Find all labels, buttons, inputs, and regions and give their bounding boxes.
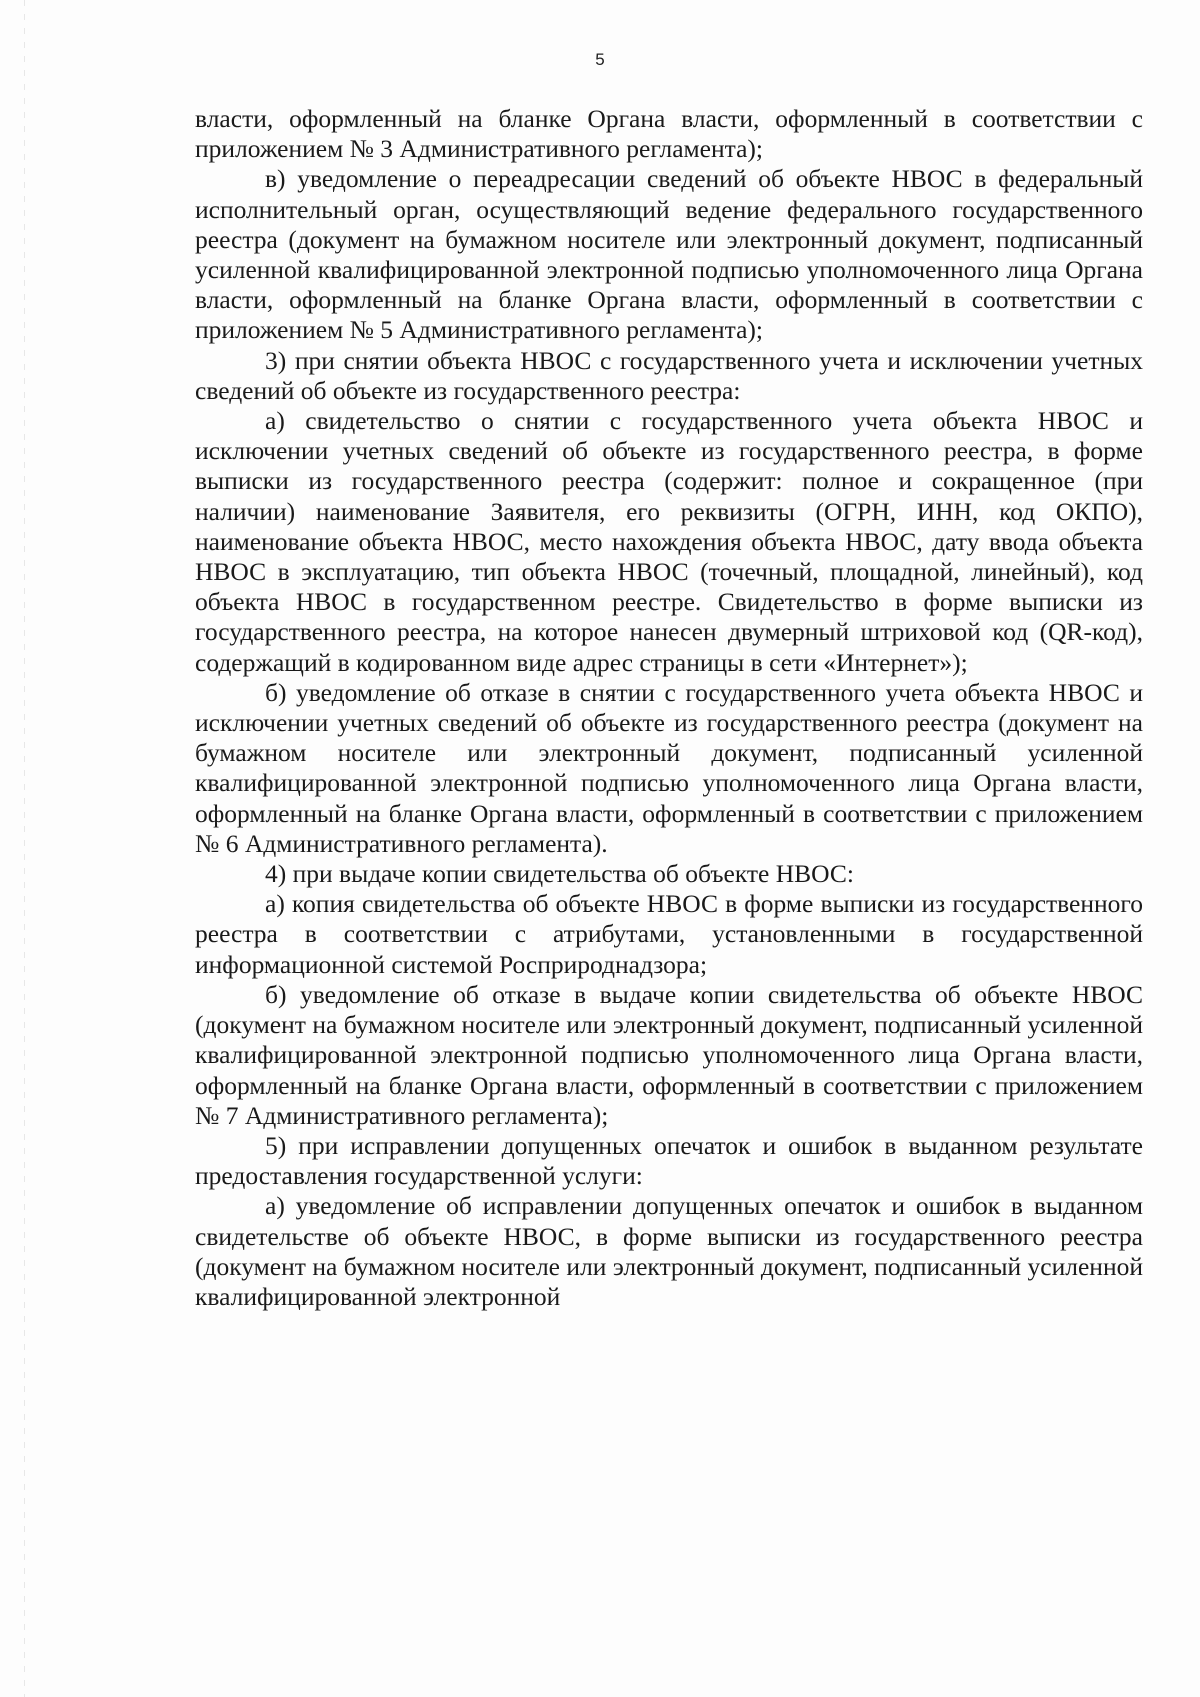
paragraph-item-4a: а) копия свидетельства об объекте НВОС в форме выписки из государственного реестра в соответствии с атрибутами, установленными в государственной информационной системой Росприроднадзора; — [195, 889, 1143, 979]
paragraph-continuation: власти, оформленный на бланке Органа власти, оформленный в соответствии с приложением № 3 Административного регламента); — [195, 104, 1143, 164]
paragraph-item-4b: б) уведомление об отказе в выдаче копии свидетельства об объекте НВОС (документ на бумажном носителе или электронный документ, подписанный усиленной квалифицированной электронной подписью уполномоченного лица Органа власти, оформленный на бланке Органа власти, оформленный в соответствии с приложением № 7 Административного регламента); — [195, 979, 1143, 1130]
paragraph-item-3a: а) свидетельство о снятии с государственного учета объекта НВОС и исключении учетных сведений об объекте из государственного реестра, в форме выписки из государственного реестра (содержит: полное и сокращенное (при наличии) наименование Заявителя, его реквизиты (ОГРН, ИНН, код ОКПО), наименование объекта НВОС, место нахождения объекта НВОС, дату ввода объекта НВОС в эксплуатацию, тип объекта НВОС (точечный, площадной, линейный), код объекта НВОС в государственном реестре. Свидетельство в форме выписки из государственного реестра, на которое нанесен двумерный штриховой код (QR-код), содержащий в кодированном виде адрес страницы в сети «Интернет»); — [195, 406, 1143, 677]
paragraph-item-5a: а) уведомление об исправлении допущенных опечаток и ошибок в выданном свидетельстве об объекте НВОС, в форме выписки из государственного реестра (документ на бумажном носителе или электронный документ, подписанный усиленной квалифицированной электронной — [195, 1191, 1143, 1311]
paragraph-item-3: 3) при снятии объекта НВОС с государственного учета и исключении учетных сведений об объекте из государственного реестра: — [195, 345, 1143, 405]
document-body — [195, 104, 1143, 1312]
paragraph-item-5: 5) при исправлении допущенных опечаток и ошибок в выданном результате предоставления государственной услуги: — [195, 1130, 1143, 1191]
scan-edge-line — [24, 0, 25, 1697]
paragraph-item-v: в) уведомление о переадресации сведений об объекте НВОС в федеральный исполнительный орган, осуществляющий ведение федерального государственного реестра (документ на бумажном носителе или электронный документ, подписанный усиленной квалифицированной электронной подписью уполномоченного лица Органа власти, оформленный на бланке Органа власти, оформленный в соответствии с приложением № 5 Административного регламента); — [195, 164, 1143, 345]
paragraph-item-3b: б) уведомление об отказе в снятии с государственного учета объекта НВОС и исключении учетных сведений об объекте из государственного реестра (документ на бумажном носителе или электронный документ, подписанный усиленной квалифицированной электронной подписью уполномоченного лица Органа власти, оформленный на бланке Органа власти, оформленный в соответствии с приложением № 6 Административного регламента). — [195, 677, 1143, 858]
page-number: 5 — [595, 50, 605, 69]
paragraph-item-4: 4) при выдаче копии свидетельства об объекте НВОС: — [265, 859, 854, 889]
